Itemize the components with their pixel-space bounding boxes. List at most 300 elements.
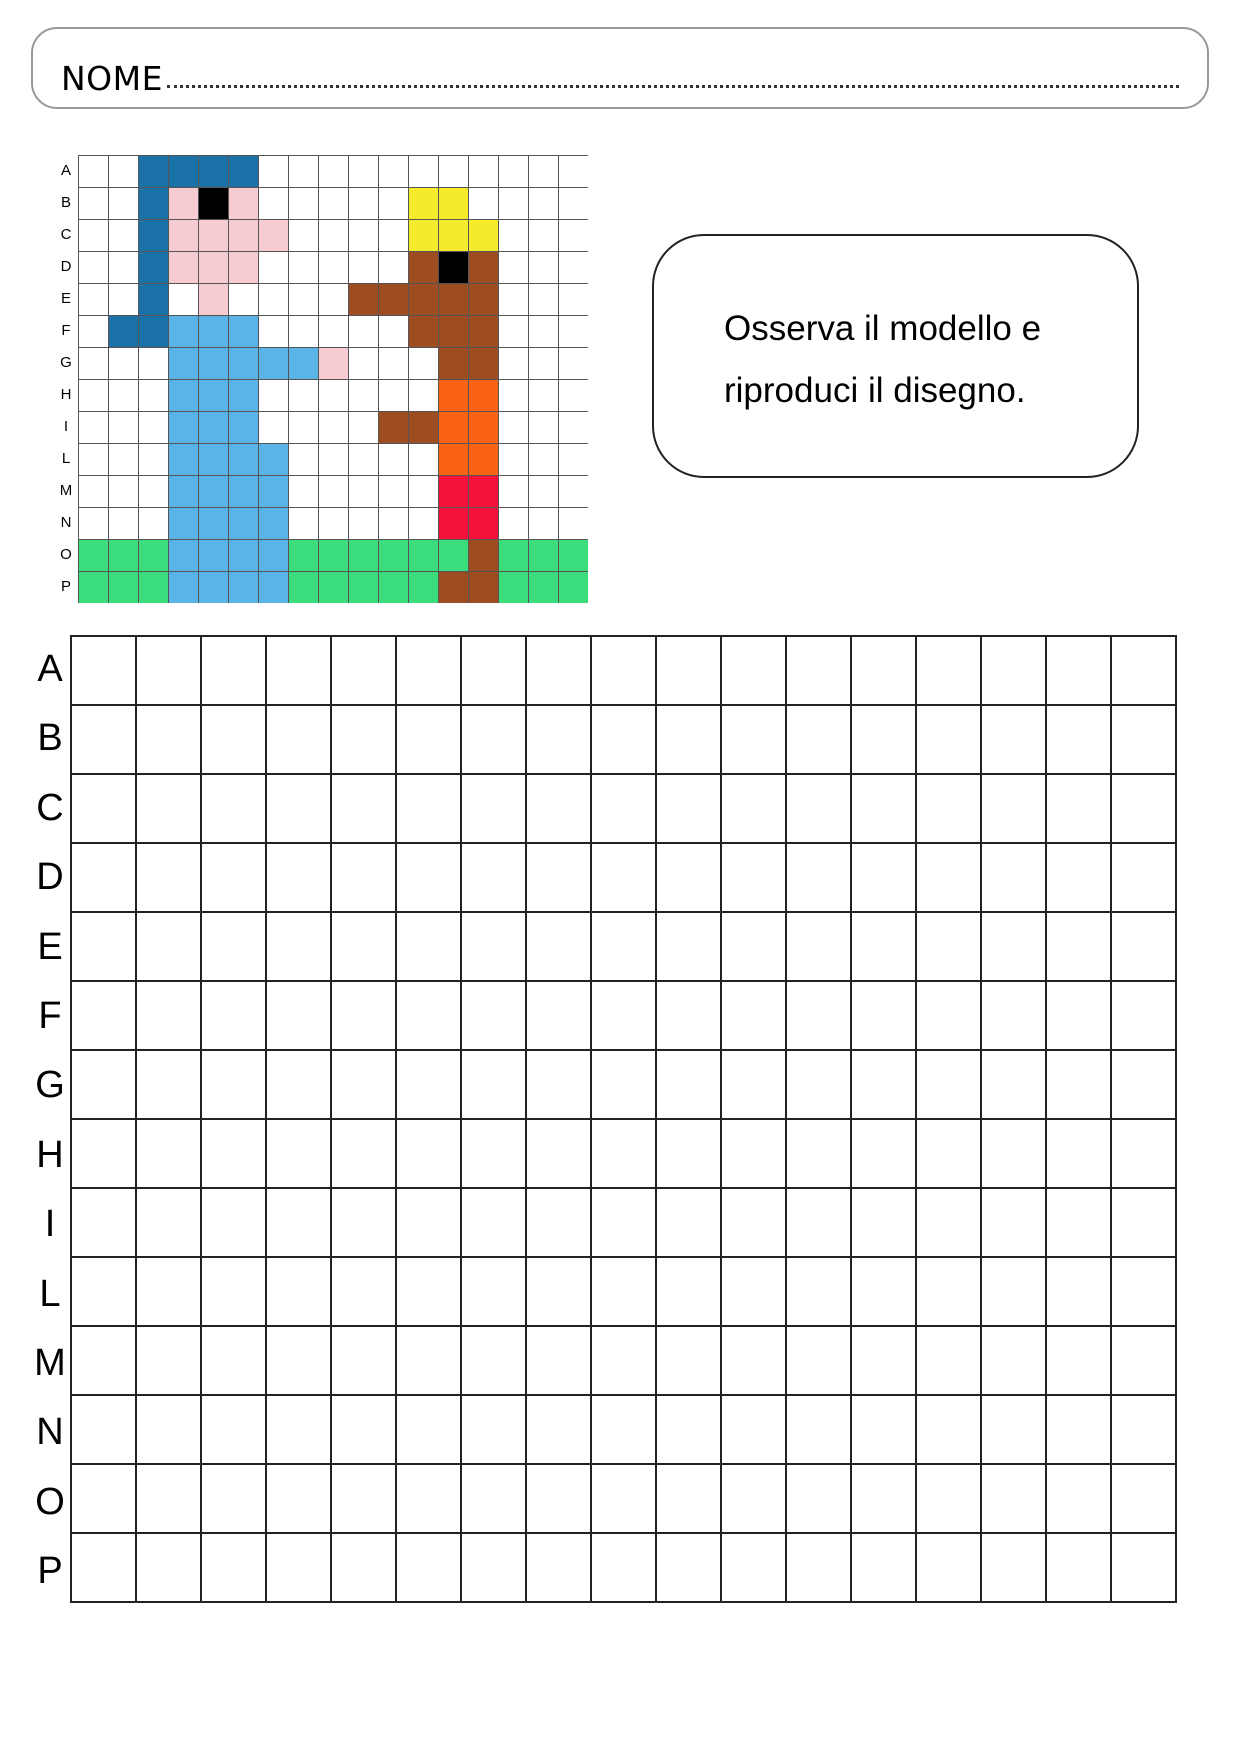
grid-cell[interactable] xyxy=(266,1326,331,1395)
grid-cell[interactable] xyxy=(916,1257,981,1326)
grid-cell[interactable] xyxy=(981,1395,1046,1464)
grid-cell[interactable] xyxy=(1111,1533,1176,1602)
model-cell xyxy=(109,380,139,412)
grid-cell[interactable] xyxy=(461,1464,526,1533)
grid-cell[interactable] xyxy=(461,1119,526,1188)
grid-cell[interactable] xyxy=(526,981,591,1050)
grid-cell[interactable] xyxy=(916,705,981,774)
grid-cell[interactable] xyxy=(1111,912,1176,981)
grid-cell[interactable] xyxy=(1046,1464,1111,1533)
grid-cell[interactable] xyxy=(526,1395,591,1464)
grid-cell[interactable] xyxy=(851,705,916,774)
grid-cell[interactable] xyxy=(851,912,916,981)
grid-cell[interactable] xyxy=(721,1533,786,1602)
grid-cell[interactable] xyxy=(136,981,201,1050)
grid-cell[interactable] xyxy=(136,1533,201,1602)
grid-cell[interactable] xyxy=(851,1326,916,1395)
grid-cell[interactable] xyxy=(786,1395,851,1464)
grid-cell[interactable] xyxy=(786,912,851,981)
grid-cell[interactable] xyxy=(981,1326,1046,1395)
grid-cell[interactable] xyxy=(786,1326,851,1395)
grid-cell[interactable] xyxy=(721,1326,786,1395)
model-cell xyxy=(139,380,169,412)
drawing-grid[interactable] xyxy=(70,635,1177,1603)
grid-cell[interactable] xyxy=(721,636,786,705)
grid-cell[interactable] xyxy=(916,981,981,1050)
grid-cell[interactable] xyxy=(331,705,396,774)
model-cell xyxy=(319,252,349,284)
grid-cell[interactable] xyxy=(851,1188,916,1257)
grid-cell[interactable] xyxy=(1111,1464,1176,1533)
grid-cell[interactable] xyxy=(981,1464,1046,1533)
grid-row-label: E xyxy=(37,925,63,968)
grid-cell[interactable] xyxy=(786,1533,851,1602)
model-cell xyxy=(469,540,499,572)
grid-cell[interactable] xyxy=(591,1395,656,1464)
grid-cell[interactable] xyxy=(71,1188,136,1257)
grid-cell[interactable] xyxy=(461,1257,526,1326)
grid-cell[interactable] xyxy=(1046,1395,1111,1464)
grid-cell[interactable] xyxy=(591,912,656,981)
grid-cell[interactable] xyxy=(916,774,981,843)
grid-cell[interactable] xyxy=(1111,1050,1176,1119)
grid-cell[interactable] xyxy=(526,1119,591,1188)
grid-cell[interactable] xyxy=(331,1188,396,1257)
grid-cell[interactable] xyxy=(266,1533,331,1602)
grid-cell[interactable] xyxy=(851,1050,916,1119)
grid-cell[interactable] xyxy=(461,1188,526,1257)
grid-cell[interactable] xyxy=(981,912,1046,981)
grid-cell[interactable] xyxy=(461,774,526,843)
model-cell xyxy=(199,252,229,284)
model-cell xyxy=(529,540,559,572)
grid-cell[interactable] xyxy=(981,774,1046,843)
grid-cell[interactable] xyxy=(396,774,461,843)
model-cell xyxy=(169,508,199,540)
grid-cell[interactable] xyxy=(851,1119,916,1188)
model-cell xyxy=(439,220,469,252)
grid-cell[interactable] xyxy=(201,774,266,843)
grid-cell[interactable] xyxy=(1046,705,1111,774)
grid-cell[interactable] xyxy=(1111,774,1176,843)
grid-cell[interactable] xyxy=(396,1257,461,1326)
grid-cell[interactable] xyxy=(1111,843,1176,912)
grid-cell[interactable] xyxy=(526,1050,591,1119)
model-cell xyxy=(109,444,139,476)
model-cell xyxy=(289,476,319,508)
grid-cell[interactable] xyxy=(656,1119,721,1188)
grid-cell[interactable] xyxy=(201,1119,266,1188)
model-cell xyxy=(529,412,559,444)
grid-cell[interactable] xyxy=(721,1119,786,1188)
grid-cell[interactable] xyxy=(591,1257,656,1326)
model-cell xyxy=(559,220,589,252)
model-cell xyxy=(259,476,289,508)
grid-cell[interactable] xyxy=(331,1326,396,1395)
grid-cell[interactable] xyxy=(461,705,526,774)
grid-cell[interactable] xyxy=(201,636,266,705)
grid-cell[interactable] xyxy=(1111,636,1176,705)
grid-cell[interactable] xyxy=(396,1119,461,1188)
grid-cell[interactable] xyxy=(1046,1326,1111,1395)
model-cell xyxy=(409,188,439,220)
grid-cell[interactable] xyxy=(71,705,136,774)
grid-cell[interactable] xyxy=(851,981,916,1050)
grid-cell[interactable] xyxy=(136,1395,201,1464)
grid-cell[interactable] xyxy=(331,1464,396,1533)
grid-cell[interactable] xyxy=(461,636,526,705)
grid-cell[interactable] xyxy=(396,1464,461,1533)
grid-cell[interactable] xyxy=(851,1464,916,1533)
grid-cell[interactable] xyxy=(591,981,656,1050)
grid-cell[interactable] xyxy=(266,705,331,774)
model-cell xyxy=(109,412,139,444)
grid-cell[interactable] xyxy=(331,1050,396,1119)
grid-cell[interactable] xyxy=(396,1188,461,1257)
model-cell xyxy=(289,380,319,412)
grid-cell[interactable] xyxy=(461,1050,526,1119)
grid-cell[interactable] xyxy=(526,1188,591,1257)
model-cell xyxy=(199,540,229,572)
grid-cell[interactable] xyxy=(396,1326,461,1395)
grid-cell[interactable] xyxy=(851,1257,916,1326)
grid-cell[interactable] xyxy=(1046,1257,1111,1326)
grid-cell[interactable] xyxy=(136,1257,201,1326)
grid-cell[interactable] xyxy=(981,981,1046,1050)
name-write-line[interactable] xyxy=(167,85,1179,88)
model-cell xyxy=(559,252,589,284)
grid-cell[interactable] xyxy=(981,1533,1046,1602)
grid-cell[interactable] xyxy=(916,1464,981,1533)
grid-cell[interactable] xyxy=(591,774,656,843)
grid-cell[interactable] xyxy=(786,705,851,774)
grid-cell[interactable] xyxy=(396,1395,461,1464)
grid-cell[interactable] xyxy=(1046,912,1111,981)
grid-cell[interactable] xyxy=(201,981,266,1050)
grid-cell[interactable] xyxy=(721,1464,786,1533)
grid-cell[interactable] xyxy=(786,1050,851,1119)
model-cell xyxy=(499,188,529,220)
model-cell xyxy=(319,476,349,508)
grid-cell[interactable] xyxy=(1111,1119,1176,1188)
grid-row-label: H xyxy=(36,1133,64,1176)
grid-cell[interactable] xyxy=(136,1464,201,1533)
grid-cell[interactable] xyxy=(981,705,1046,774)
model-cell xyxy=(109,572,139,604)
grid-cell[interactable] xyxy=(396,843,461,912)
grid-cell[interactable] xyxy=(786,1188,851,1257)
grid-cell[interactable] xyxy=(981,636,1046,705)
grid-cell[interactable] xyxy=(136,843,201,912)
grid-cell[interactable] xyxy=(396,981,461,1050)
grid-cell[interactable] xyxy=(201,1533,266,1602)
grid-cell[interactable] xyxy=(266,1188,331,1257)
grid-cell[interactable] xyxy=(916,1395,981,1464)
grid-row xyxy=(71,1533,1176,1602)
grid-cell[interactable] xyxy=(981,843,1046,912)
grid-cell[interactable] xyxy=(526,705,591,774)
grid-cell[interactable] xyxy=(916,843,981,912)
grid-cell[interactable] xyxy=(591,843,656,912)
grid-cell[interactable] xyxy=(526,912,591,981)
model-cell xyxy=(469,188,499,220)
grid-cell[interactable] xyxy=(331,1257,396,1326)
model-cell xyxy=(169,220,199,252)
model-cell xyxy=(319,508,349,540)
grid-cell[interactable] xyxy=(851,636,916,705)
model-cell xyxy=(409,156,439,188)
grid-cell[interactable] xyxy=(331,774,396,843)
grid-cell[interactable] xyxy=(851,1533,916,1602)
grid-cell[interactable] xyxy=(331,1533,396,1602)
grid-cell[interactable] xyxy=(396,1533,461,1602)
grid-cell[interactable] xyxy=(656,1395,721,1464)
model-cell xyxy=(319,284,349,316)
grid-cell[interactable] xyxy=(1046,843,1111,912)
grid-cell[interactable] xyxy=(851,843,916,912)
grid-cell[interactable] xyxy=(136,636,201,705)
grid-cell[interactable] xyxy=(136,774,201,843)
grid-cell[interactable] xyxy=(266,912,331,981)
grid-cell[interactable] xyxy=(266,774,331,843)
grid-cell[interactable] xyxy=(461,1533,526,1602)
model-cell xyxy=(79,508,109,540)
grid-cell[interactable] xyxy=(786,1119,851,1188)
grid-cell[interactable] xyxy=(71,1257,136,1326)
grid-cell[interactable] xyxy=(396,705,461,774)
grid-cell[interactable] xyxy=(916,1533,981,1602)
grid-row-label: D xyxy=(36,856,64,899)
grid-cell[interactable] xyxy=(71,1395,136,1464)
grid-cell[interactable] xyxy=(396,1050,461,1119)
grid-row xyxy=(71,981,1176,1050)
grid-cell[interactable] xyxy=(1046,1533,1111,1602)
grid-cell[interactable] xyxy=(591,1050,656,1119)
grid-cell[interactable] xyxy=(656,1050,721,1119)
grid-cell[interactable] xyxy=(1046,1188,1111,1257)
grid-cell[interactable] xyxy=(916,1326,981,1395)
grid-cell[interactable] xyxy=(331,1119,396,1188)
grid-cell[interactable] xyxy=(656,705,721,774)
grid-cell[interactable] xyxy=(721,1050,786,1119)
grid-cell[interactable] xyxy=(721,912,786,981)
grid-cell[interactable] xyxy=(721,774,786,843)
grid-cell[interactable] xyxy=(916,912,981,981)
grid-cell[interactable] xyxy=(461,912,526,981)
grid-cell[interactable] xyxy=(591,1188,656,1257)
grid-cell[interactable] xyxy=(721,1188,786,1257)
grid-cell[interactable] xyxy=(201,1050,266,1119)
grid-cell[interactable] xyxy=(656,1464,721,1533)
grid-cell[interactable] xyxy=(786,843,851,912)
model-cell xyxy=(229,508,259,540)
grid-cell[interactable] xyxy=(136,705,201,774)
grid-cell[interactable] xyxy=(591,705,656,774)
model-cell xyxy=(349,380,379,412)
grid-cell[interactable] xyxy=(71,774,136,843)
grid-cell[interactable] xyxy=(201,1395,266,1464)
grid-cell[interactable] xyxy=(656,981,721,1050)
grid-cell[interactable] xyxy=(201,843,266,912)
model-cell xyxy=(409,220,439,252)
grid-cell[interactable] xyxy=(656,843,721,912)
grid-cell[interactable] xyxy=(721,1395,786,1464)
model-cell xyxy=(229,348,259,380)
model-cell xyxy=(79,412,109,444)
grid-cell[interactable] xyxy=(916,636,981,705)
model-cell xyxy=(169,188,199,220)
grid-cell[interactable] xyxy=(591,1464,656,1533)
grid-cell[interactable] xyxy=(396,636,461,705)
grid-cell[interactable] xyxy=(266,636,331,705)
grid-cell[interactable] xyxy=(656,1533,721,1602)
model-cell xyxy=(559,284,589,316)
grid-cell[interactable] xyxy=(201,1326,266,1395)
grid-cell[interactable] xyxy=(266,1119,331,1188)
grid-cell[interactable] xyxy=(71,636,136,705)
grid-cell[interactable] xyxy=(526,636,591,705)
grid-cell[interactable] xyxy=(526,1326,591,1395)
grid-cell[interactable] xyxy=(1046,636,1111,705)
grid-cell[interactable] xyxy=(916,1188,981,1257)
grid-cell[interactable] xyxy=(71,912,136,981)
grid-cell[interactable] xyxy=(266,1395,331,1464)
model-cell xyxy=(139,412,169,444)
grid-cell[interactable] xyxy=(71,1119,136,1188)
grid-cell[interactable] xyxy=(656,774,721,843)
grid-cell[interactable] xyxy=(526,1257,591,1326)
grid-cell[interactable] xyxy=(1111,981,1176,1050)
grid-cell[interactable] xyxy=(851,1395,916,1464)
grid-cell[interactable] xyxy=(721,1257,786,1326)
model-cell xyxy=(379,540,409,572)
model-cell xyxy=(139,156,169,188)
grid-cell[interactable] xyxy=(656,1257,721,1326)
grid-cell[interactable] xyxy=(461,1326,526,1395)
grid-cell[interactable] xyxy=(266,1464,331,1533)
grid-cell[interactable] xyxy=(1046,1119,1111,1188)
grid-cell[interactable] xyxy=(136,912,201,981)
grid-cell[interactable] xyxy=(331,981,396,1050)
grid-cell[interactable] xyxy=(461,981,526,1050)
grid-cell[interactable] xyxy=(201,1257,266,1326)
grid-cell[interactable] xyxy=(916,1050,981,1119)
grid-cell[interactable] xyxy=(656,1188,721,1257)
grid-cell[interactable] xyxy=(1046,1050,1111,1119)
model-cell xyxy=(169,444,199,476)
grid-cell[interactable] xyxy=(786,1257,851,1326)
grid-cell[interactable] xyxy=(656,1326,721,1395)
grid-cell[interactable] xyxy=(1111,1395,1176,1464)
grid-cell[interactable] xyxy=(396,912,461,981)
grid-cell[interactable] xyxy=(1111,1188,1176,1257)
model-cell xyxy=(319,220,349,252)
grid-cell[interactable] xyxy=(721,981,786,1050)
grid-cell[interactable] xyxy=(721,705,786,774)
model-cell xyxy=(409,508,439,540)
grid-cell[interactable] xyxy=(981,1188,1046,1257)
model-cell xyxy=(529,284,559,316)
grid-cell[interactable] xyxy=(786,636,851,705)
model-cell xyxy=(439,412,469,444)
grid-cell[interactable] xyxy=(591,1533,656,1602)
grid-cell[interactable] xyxy=(526,843,591,912)
grid-cell[interactable] xyxy=(786,1464,851,1533)
grid-cell[interactable] xyxy=(71,1533,136,1602)
model-cell xyxy=(469,476,499,508)
grid-cell[interactable] xyxy=(71,843,136,912)
grid-cell[interactable] xyxy=(591,1326,656,1395)
grid-cell[interactable] xyxy=(1111,705,1176,774)
model-cell xyxy=(109,476,139,508)
grid-cell[interactable] xyxy=(266,1050,331,1119)
grid-cell[interactable] xyxy=(981,1257,1046,1326)
model-cell xyxy=(529,508,559,540)
grid-cell[interactable] xyxy=(461,1395,526,1464)
model-row-label: B xyxy=(60,194,71,211)
grid-cell[interactable] xyxy=(526,774,591,843)
grid-cell[interactable] xyxy=(851,774,916,843)
grid-cell[interactable] xyxy=(981,1050,1046,1119)
grid-cell[interactable] xyxy=(981,1119,1046,1188)
model-cell xyxy=(499,540,529,572)
grid-cell[interactable] xyxy=(136,1326,201,1395)
grid-cell[interactable] xyxy=(1046,981,1111,1050)
grid-cell[interactable] xyxy=(461,843,526,912)
grid-cell[interactable] xyxy=(331,912,396,981)
grid-cell[interactable] xyxy=(721,843,786,912)
grid-cell[interactable] xyxy=(136,1188,201,1257)
grid-cell[interactable] xyxy=(591,636,656,705)
grid-cell[interactable] xyxy=(1046,774,1111,843)
grid-cell[interactable] xyxy=(526,1464,591,1533)
grid-cell[interactable] xyxy=(201,705,266,774)
model-cell xyxy=(349,444,379,476)
grid-cell[interactable] xyxy=(786,981,851,1050)
model-cell xyxy=(559,348,589,380)
grid-cell[interactable] xyxy=(331,843,396,912)
grid-cell[interactable] xyxy=(656,636,721,705)
grid-cell[interactable] xyxy=(201,1464,266,1533)
model-cell xyxy=(139,476,169,508)
grid-cell[interactable] xyxy=(786,774,851,843)
grid-cell[interactable] xyxy=(266,843,331,912)
grid-row-label: C xyxy=(36,786,64,829)
grid-cell[interactable] xyxy=(1111,1257,1176,1326)
grid-cell[interactable] xyxy=(71,981,136,1050)
grid-cell[interactable] xyxy=(331,1395,396,1464)
grid-cell[interactable] xyxy=(266,981,331,1050)
grid-cell[interactable] xyxy=(71,1050,136,1119)
grid-cell[interactable] xyxy=(71,1464,136,1533)
model-cell xyxy=(199,156,229,188)
grid-cell[interactable] xyxy=(656,912,721,981)
grid-cell[interactable] xyxy=(71,1326,136,1395)
grid-cell[interactable] xyxy=(591,1119,656,1188)
grid-cell[interactable] xyxy=(136,1119,201,1188)
grid-cell[interactable] xyxy=(136,1050,201,1119)
model-cell xyxy=(379,572,409,604)
grid-cell[interactable] xyxy=(916,1119,981,1188)
model-cell xyxy=(289,188,319,220)
grid-cell[interactable] xyxy=(1111,1326,1176,1395)
grid-cell[interactable] xyxy=(331,636,396,705)
grid-cell[interactable] xyxy=(201,912,266,981)
grid-cell[interactable] xyxy=(201,1188,266,1257)
grid-cell[interactable] xyxy=(266,1257,331,1326)
grid-cell[interactable] xyxy=(526,1533,591,1602)
model-cell xyxy=(229,572,259,604)
